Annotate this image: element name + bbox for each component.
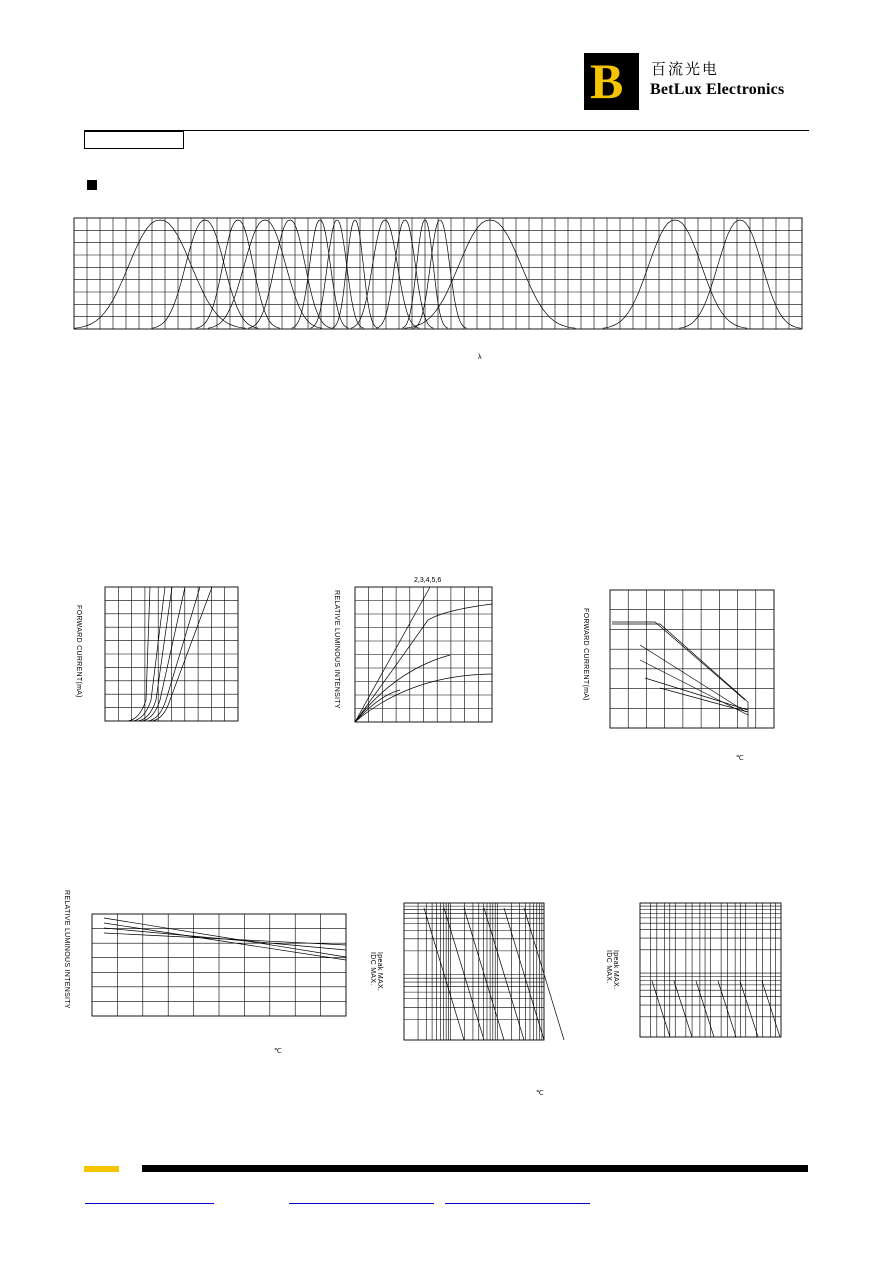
pulse1-ylabel-den: IDC MAX. bbox=[369, 952, 376, 986]
spectrum-curve bbox=[603, 220, 747, 328]
lum-temp-unit: ℃ bbox=[274, 1048, 282, 1055]
derating-unit: ℃ bbox=[736, 755, 744, 762]
wavelength-symbol: λ bbox=[478, 354, 482, 361]
spectrum-curve bbox=[679, 220, 801, 328]
derating-curve bbox=[645, 678, 748, 710]
pulse2-ylabel-den: IDC MAX. bbox=[605, 950, 612, 984]
lum-current-ylabel: RELATIVE LUMINOUS INTENSITY bbox=[333, 590, 340, 709]
pulse1-curve bbox=[444, 908, 484, 1040]
series-label: 2,3,4,5,6 bbox=[414, 577, 442, 584]
pulse1-unit: ℃ bbox=[536, 1090, 544, 1097]
footer-black-bar bbox=[142, 1165, 808, 1172]
lum-temp-grid bbox=[92, 914, 346, 1016]
derating-grid bbox=[610, 590, 774, 728]
pulse2-curve bbox=[718, 981, 736, 1037]
pulse1-curve bbox=[424, 908, 464, 1040]
pulse2-curve bbox=[652, 981, 670, 1037]
footer-link-1[interactable] bbox=[85, 1203, 214, 1204]
iv-ylabel: FORWARD CURRENT(mA) bbox=[75, 605, 82, 698]
logo-letter: B bbox=[590, 53, 624, 109]
pulse2-curve bbox=[674, 981, 692, 1037]
derating-grid-frame bbox=[610, 590, 774, 728]
pulse2-ylabel-num: Ipeak MAX. bbox=[612, 950, 619, 990]
pulse2-curve bbox=[762, 981, 780, 1037]
footer-link-2[interactable] bbox=[289, 1203, 434, 1204]
spectrum-curve bbox=[310, 220, 363, 328]
lum-current-curve bbox=[355, 655, 450, 722]
pulse2-curve bbox=[740, 981, 758, 1037]
pulse1-curve bbox=[464, 908, 504, 1040]
footer-yellow-bar bbox=[84, 1166, 119, 1172]
derating-curve bbox=[612, 624, 748, 727]
spectrum-curve bbox=[196, 220, 280, 328]
iv-grid bbox=[105, 587, 238, 721]
company-name-chinese: 百流光电 bbox=[651, 60, 720, 78]
footer-link-3[interactable] bbox=[445, 1203, 590, 1204]
spectrum-curve bbox=[351, 220, 419, 328]
pulse1-ylabel-num: Ipeak MAX. bbox=[376, 952, 383, 992]
pulse1-curve bbox=[504, 908, 544, 1040]
spectrum-curve bbox=[152, 220, 258, 328]
derating-ylabel: FORWARD CURRENT(mA) bbox=[582, 608, 589, 701]
lum-temp-ylabel: RELATIVE LUMINOUS INTENSITY bbox=[63, 890, 70, 1009]
pulse2-grid bbox=[640, 903, 781, 1037]
spectrum-curve bbox=[413, 220, 466, 328]
company-name-english: BetLux Electronics bbox=[650, 81, 785, 98]
lum-temp-curve bbox=[104, 918, 346, 957]
spectrum-curve bbox=[248, 220, 332, 328]
